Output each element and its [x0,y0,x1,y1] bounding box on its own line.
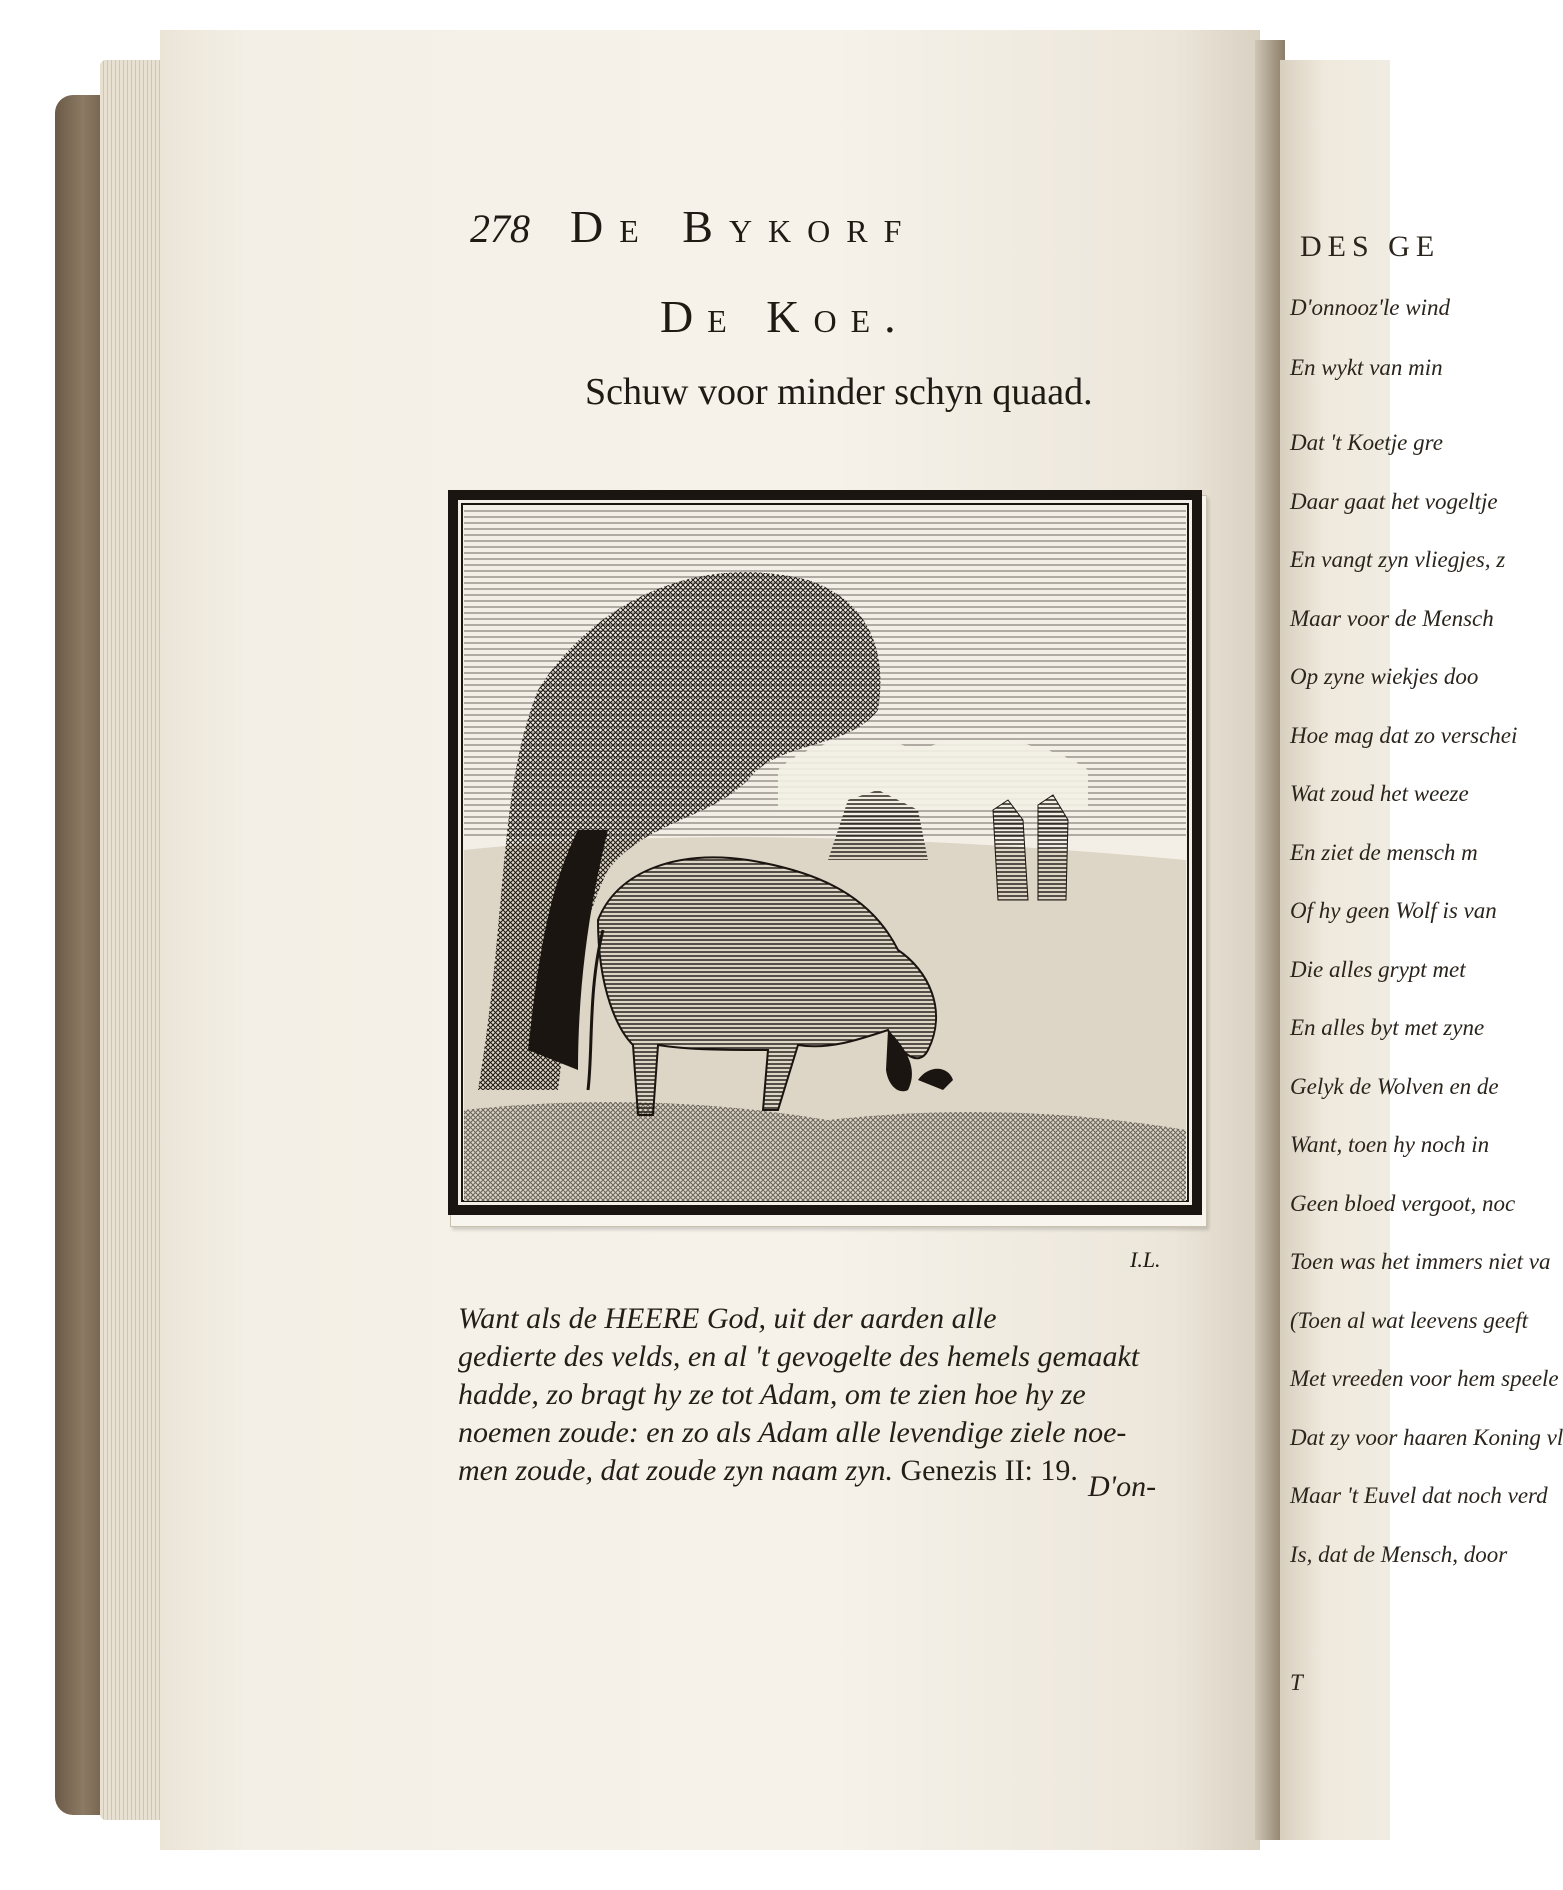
catchword: D'on- [1088,1470,1157,1503]
right-page-line: Maar voor de Mensch [1290,605,1494,631]
right-page-line: Is, dat de Mensch, door [1290,1541,1508,1567]
right-page-line: T [1290,1670,1303,1695]
right-page-line: En wykt van min [1290,355,1443,380]
running-title: De Bykorf [570,201,918,252]
right-page-line: Dat zy voor haaren Koning vl [1290,1424,1563,1450]
right-page-line: Want, toen hy noch in [1290,1132,1490,1157]
right-page [1280,60,1563,1840]
right-page-line: Op zyne wiekjes doo [1290,664,1479,689]
page-number: 278 [470,206,530,251]
right-page-line: Die alles grypt met [1290,956,1466,982]
right-page-line: Geen bloed vergoot, noc [1290,1190,1516,1216]
right-page-line: D'onnooz'le wind [1290,295,1450,320]
verse-line: gedierte des velds, en al 't gevogelte des hemels gemaakt [458,1340,1140,1373]
fable-title: De Koe. [660,291,910,342]
cloud [778,740,1088,810]
verse-line: noemen zoude: en zo als Adam alle levendige ziele noe- [458,1416,1127,1449]
verse-line: men zoude, dat zoude zyn naam zyn. [458,1454,893,1487]
right-running-title: DES GE [1300,230,1441,263]
right-page-line: Hoe mag dat zo verschei [1290,722,1518,748]
right-page-line: Of hy geen Wolf is van [1290,898,1497,923]
right-page-line: Toen was het immers niet va [1290,1249,1551,1274]
right-page-line: (Toen al wat leevens geeft [1290,1307,1529,1333]
right-page-line: Gelyk de Wolven en de [1290,1073,1499,1099]
right-page-line: Dat 't Koetje gre [1290,430,1443,455]
right-page-line: En ziet de mensch m [1290,839,1478,865]
motto: Schuw voor minder schyn quaad. [585,371,1093,413]
verse-reference: Genezis II: 19. [900,1454,1078,1487]
right-page-line: Wat zoud het weeze [1290,781,1469,806]
right-page-line: Maar 't Euvel dat noch verd [1290,1483,1548,1508]
scripture-verse [458,1300,1158,1490]
page-header [470,200,1090,253]
verse-line-last [458,1452,1158,1490]
cow-engraving [448,490,1202,1215]
right-page-line: Met vreeden voor hem speele [1290,1366,1559,1391]
right-page-line: En alles byt met zyne [1290,1015,1485,1040]
engraver-signature: I.L. [1130,1247,1161,1272]
right-page-line: En vangt zyn vliegjes, z [1290,547,1506,572]
right-page-line: Daar gaat het vogeltje [1290,488,1498,514]
verse-line: Want als de HEERE God, uit der aarden alle [458,1302,997,1335]
verse-line: hadde, zo bragt hy ze tot Adam, om te zien hoe hy ze [458,1378,1086,1411]
